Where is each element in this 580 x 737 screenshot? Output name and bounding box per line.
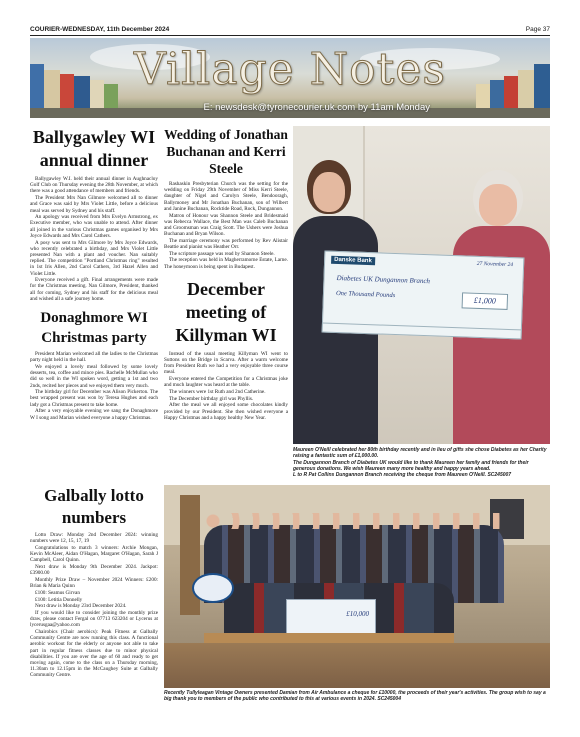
paragraph: Ballygawley W.I. held their annual dinner in Aughnacloy Golf Club on Thursday evening the 28th November, at which there was a good attendance of members and friends. bbox=[30, 176, 158, 195]
wedding-article bbox=[164, 181, 288, 270]
caption-line: L to R Pat Collins Dungannon Branch receiving the cheque from Maureen O'Neill. SC245007 bbox=[293, 472, 512, 479]
cheque-date: 27 November 24 bbox=[476, 260, 514, 269]
cheque-photo bbox=[293, 126, 550, 444]
giant-cheque bbox=[286, 599, 376, 635]
paragraph: The marriage ceremony was performed by Rev Alistair Beattie and pianist was Heather Orr. bbox=[164, 237, 288, 251]
header-rule bbox=[30, 35, 550, 36]
issue-date: COURIER-WEDNESDAY, 11th December 2024 bbox=[30, 26, 170, 33]
ballygawley-headline: Ballygawley WI annual dinner bbox=[32, 127, 156, 170]
paragraph: Everyone entered the Competition for a Christmas joke and much laughter was heard at the table. bbox=[164, 376, 288, 389]
donaghmore-article bbox=[30, 351, 158, 421]
group-photo bbox=[164, 485, 550, 688]
paragraph: £100: Letitia Donnelly bbox=[35, 596, 83, 603]
killyman-article bbox=[164, 351, 288, 421]
cheque-photo-caption bbox=[293, 447, 550, 478]
paragraph: The winners were 1st Ruth and 2nd Catherine. bbox=[169, 389, 266, 396]
table-top bbox=[204, 633, 454, 643]
paragraph: The December birthday girl was Phyllis. bbox=[169, 395, 254, 402]
paragraph: The President Mrs Nan Gilmore welcomed all to dinner and Grace was said by Mrs Violet Little, before a delicious meal was served by Sydney and his staff. bbox=[30, 195, 158, 214]
paragraph: The reception was held in Magherramorne Estate, Larne. The honeymoon is being spent in Budapest. bbox=[164, 257, 288, 270]
paragraph: President Marian welcomed all the ladies to the Christmas party night held in the hall. bbox=[30, 351, 158, 364]
wedding-headline: Wedding of Jonathan Buchanan and Kerri Steele bbox=[164, 127, 288, 176]
floor bbox=[164, 643, 550, 688]
paragraph: Matron of Honour was Shannon Steele and Bridesmaid was Rebecca Wallace, the Best Man was Caleb Buchanan and Groomsman was Craig Scott. The Ushers were Joshua Buchanan and Bryan Wilson. bbox=[164, 212, 288, 238]
cheque-amount-words: One Thousand Pounds bbox=[335, 289, 396, 300]
air-ambulance-sign bbox=[192, 573, 234, 603]
paragraph: We enjoyed a lovely meal followed by some lovely desserts, tea, coffee and mince pies. Rachelle McMullan who did so well in the WI spoken word, getting a 1st and two 2nds, recited her pieces and we enjoyed them very much. bbox=[30, 363, 158, 389]
banner-email: E: newsdesk@tyronecourier.uk.com by 11am Monday bbox=[203, 102, 430, 113]
caption-line: Maureen O'Neill celebrated her 80th birthday recently and in lieu of gifts she chose Diabetes as her Charity raising a fantastic sum of £1,000.00. bbox=[293, 447, 547, 460]
cheque-amount: £10,000 bbox=[346, 610, 369, 618]
galbally-section bbox=[30, 485, 158, 679]
face-shape bbox=[479, 184, 517, 226]
page-number: Page 37 bbox=[525, 26, 550, 33]
banner-title: Village Notes bbox=[134, 44, 446, 95]
paragraph: Everyone received a gift. Final arrangements were made for the Christmas meeting. Nan Gilmore, President, thanked all for coming, Sydney and his staff for the delicious meal and wished all a safe journey home. bbox=[30, 277, 158, 302]
paragraph: £100: Seamus Girvan bbox=[35, 589, 80, 596]
paragraph: Chairobics (Chair aerobics): Peak Fitness at Galbally Community Centre are now running this class. A functional aerobic workout for the elderly or anyone not able to take part in regular fitness classes due to minor physical disabilities. If you are over the age of 60 and ready to get moving again, come to the class on a Thursday morning, 11.30am to 12.15pm in the McCaughey Suite at Galbally Community Centre. bbox=[30, 629, 158, 679]
cheque-payee: Diabetes UK Dungannon Branch bbox=[336, 273, 431, 286]
cheque-amount: £1,000 bbox=[462, 292, 509, 310]
faces-row bbox=[204, 513, 504, 529]
group-photo-caption: Recently Tullyleagan Vintage Owners presented Damian from Air Ambulance a cheque for £10000, the proceeds of their year's activities. The group wish to say a big thank you to members of the public who contributed to this at various events in 2024. SC245004 bbox=[164, 690, 546, 703]
killyman-headline: December meeting of Killyman WI bbox=[175, 278, 277, 345]
paragraph: A posy was sent to Mrs Gilmore by Mrs Joyce Edwards, who recently celebrated a birthday, and Mrs Violet Little presented Nan with a plant and voucher. Nan suitably replied. The competition "Portland Christmas ring" resulted in 1st Iris Allen, 2nd Carol Cathers, 3rd Hazel Allen and Violet Little. bbox=[30, 239, 158, 277]
cheque-line bbox=[323, 323, 521, 331]
galbally-headline: Galbally lotto numbers bbox=[44, 486, 144, 527]
paragraph: The birthday girl for December was Alison Pickerton. The best wrapped present was won by Teresa Hughes and each lady got a Christmas present to take home. bbox=[30, 389, 158, 408]
column-left bbox=[30, 126, 158, 421]
paragraph: Instead of the usual meeting Killyman WI went to Suttons on the Bridge in Scarva. After a warm welcome from President Ruth we had a very enjoyable three course meal. bbox=[164, 350, 288, 376]
cheque-bank: Danske Bank bbox=[331, 256, 375, 266]
paragraph: Next draw is Monday 9th December 2024. Jackpot: £3900.00 bbox=[30, 564, 158, 577]
donaghmore-headline: Donaghmore WI Christmas party bbox=[40, 310, 148, 347]
paragraph: Next draw is Monday 23rd December 2024. bbox=[35, 603, 127, 610]
paragraph: Congratulations to match 3 winners: Archie Mongan, Kevin McAleer, Aidan O'Hagan, Margaret O'Hagan, Sarah J Campbell, Carol Quinn. bbox=[30, 544, 158, 564]
paragraph: An apology was received from Mrs Evelyn Armstrong, ex Executive member, who was unable to attend. After dinner all joined in the various Christmas games organised by Mrs Joyce Edwards and Mrs Carol Cathers. bbox=[30, 214, 158, 239]
galbally-article bbox=[30, 532, 158, 679]
paragraph: If you would like to consider joining the monthly prize draw, please contact Fergal on 07713 623204 or Lycerus at lycerusgaa@yahoo.com bbox=[30, 609, 158, 629]
column-middle bbox=[164, 126, 288, 422]
face-shape bbox=[313, 172, 345, 212]
caption-line: The Dungannon Branch of Diabetes UK would like to thank Maureen her family and friends for their generous donations. We wish Maureen many more healthy and happy years ahead. bbox=[293, 459, 529, 472]
paragraph: Monthly Prize Draw – November 2024 Winners: £200: Brian & Maria Quinn bbox=[30, 576, 158, 590]
ballygawley-article bbox=[30, 176, 158, 302]
village-notes-banner bbox=[30, 38, 550, 118]
paragraph: After a very enjoyable evening we sang the Donaghmore W I song and Marian wished everyone a happy Christmas. bbox=[30, 408, 158, 421]
paragraph: After the meal we all enjoyed some chocolates kindly provided by our President. She then wished everyone a Happy Christmas and a happy healthy New Year. bbox=[164, 402, 288, 421]
paragraph: The scripture passage was read by Shannon Steele. bbox=[169, 250, 275, 257]
giant-cheque bbox=[322, 251, 525, 340]
paragraph: Lotto Draw: Monday 2nd December 2024: winning numbers were 12, 15, 17, 19 bbox=[30, 532, 158, 545]
paragraph: Rashaskin Presbyterian Church was the setting for the wedding on Friday 29th November of Miss Kerri Steele, daughter of Nigel and Carolyn Steele, Bendooragh, Ballymoney and Mr Jonathan Buchanan, son of Wilbert and Janine Buchanan, Rocktide Road, Rock, Dungannon. bbox=[164, 181, 288, 212]
